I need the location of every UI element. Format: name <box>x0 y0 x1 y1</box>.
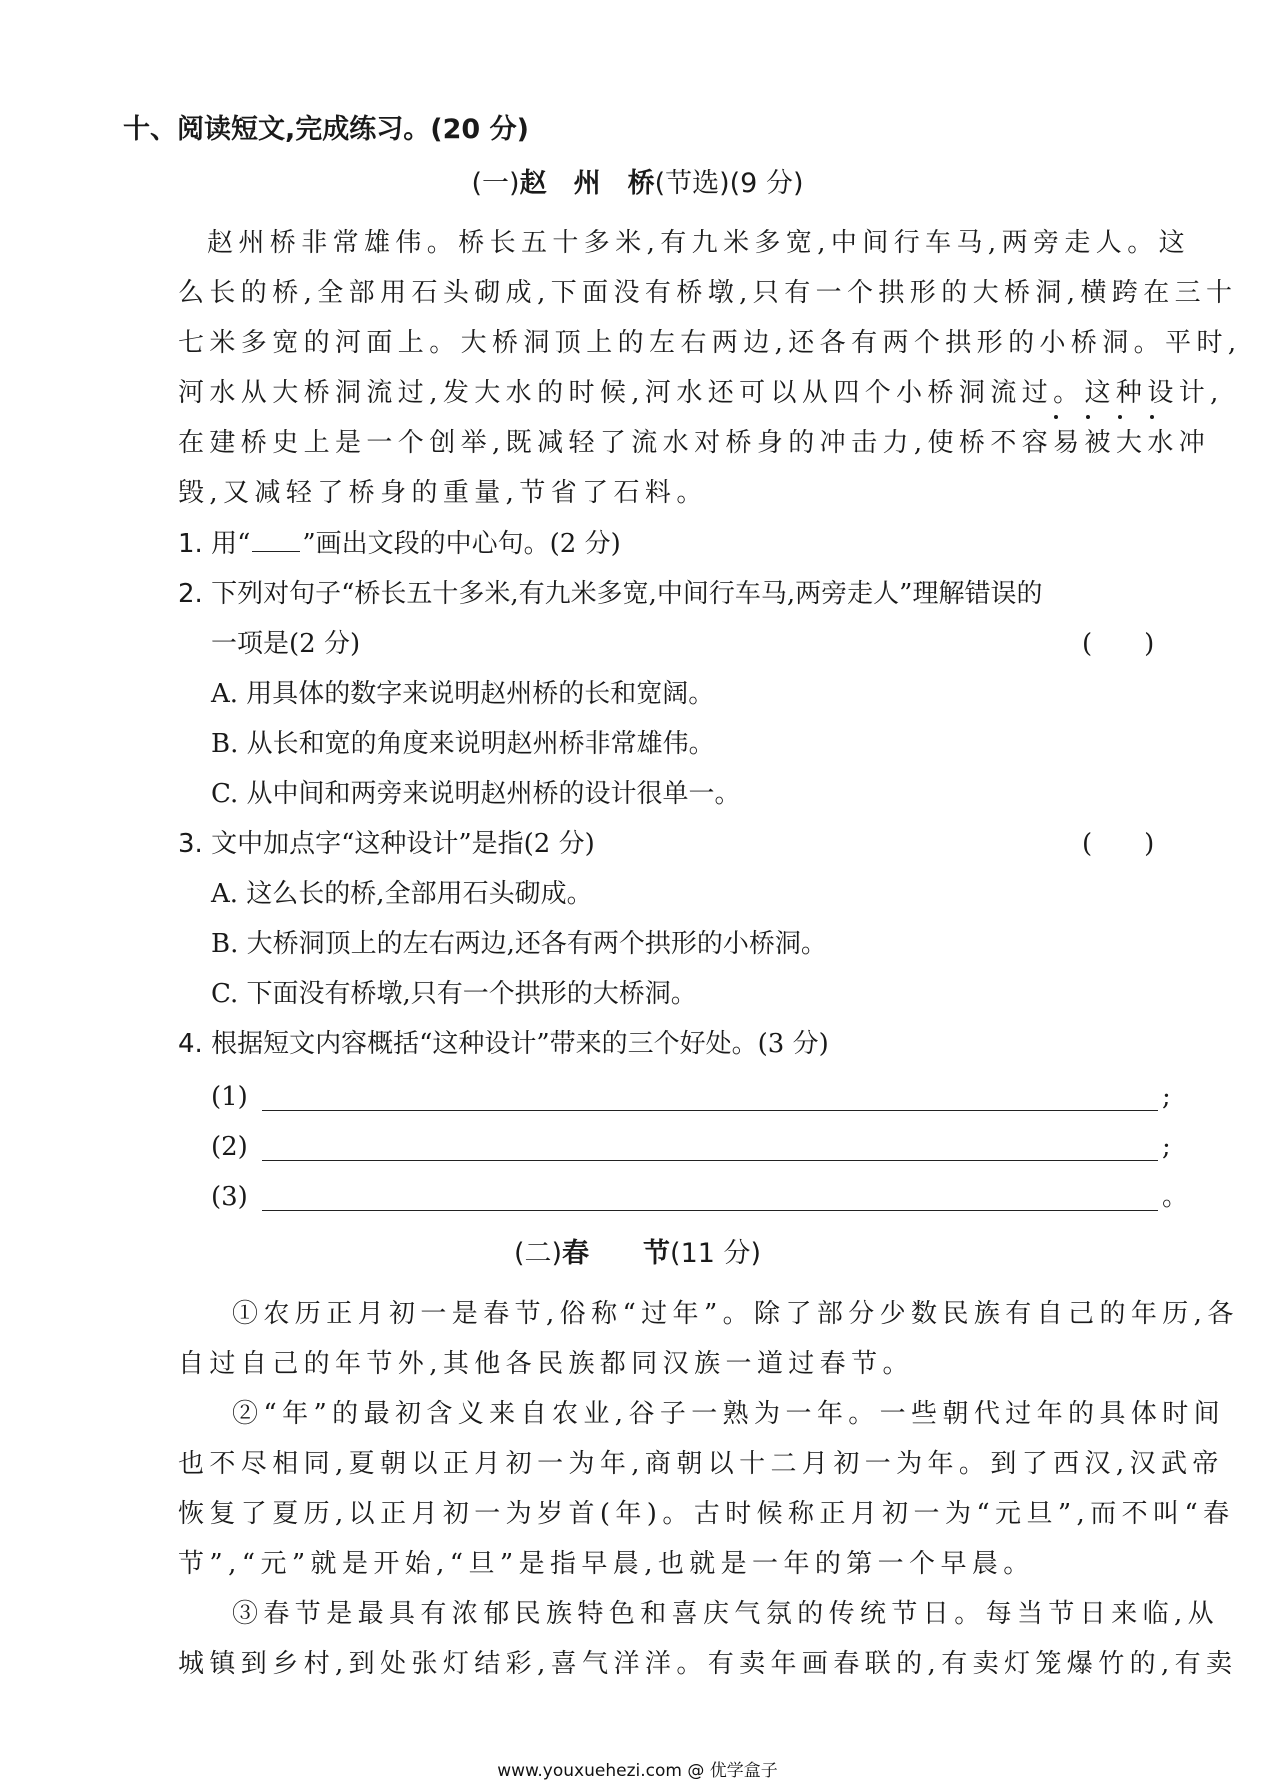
passage2-line: ②“年”的最初含义来自农业,谷子一熟为一年。一些朝代过年的具体时间 <box>232 1399 1226 1429</box>
passage2-line: 城镇到乡村,到处张灯结彩,喜气洋洋。有卖年画春联的,有卖灯笼爆竹的,有卖 <box>178 1649 1238 1679</box>
question-2 <box>178 577 1042 611</box>
option-c[interactable]: C. 下面没有桥墩,只有一个拱形的大桥洞。 <box>211 979 697 1009</box>
passage1-title-name: 赵 州 桥 <box>519 168 655 199</box>
answer-parentheses[interactable]: ( ) <box>1082 829 1155 859</box>
option-b[interactable]: B. 大桥洞顶上的左右两边,还各有两个拱形的小桥洞。 <box>211 929 827 959</box>
question-text: 根据短文内容概括“这种设计”带来的三个好处。(3 分) <box>211 1029 829 1059</box>
question-text: 用“ <box>211 529 251 559</box>
question-text: 文中加点字“这种设计”是指(2 分) <box>211 829 595 859</box>
emphasis-dot <box>1086 415 1090 419</box>
question-text: 下列对句子“桥长五十多米,有九米多宽,中间行车马,两旁走人”理解错误的 <box>211 579 1043 609</box>
question-number: 2. <box>178 579 203 609</box>
answer-label: (3) <box>211 1182 248 1212</box>
question-3 <box>178 827 595 861</box>
answer-label: (2) <box>211 1132 248 1162</box>
section-heading: 十、阅读短文,完成练习。(20 分) <box>123 114 529 145</box>
passage1-title <box>0 167 1275 201</box>
question-number: 3. <box>178 829 203 859</box>
passage2-line: 恢复了夏历,以正月初一为岁首(年)。古时候称正月初一为“元旦”,而不叫“春 <box>178 1499 1235 1529</box>
passage2-line: ③春节是最具有浓郁民族特色和喜庆气氛的传统节日。每当节日来临,从 <box>232 1599 1220 1629</box>
question-1 <box>178 527 621 561</box>
footer-watermark: www.youxuehezi.com @ 优学盒子 <box>497 1761 778 1781</box>
underline-blank <box>252 529 300 552</box>
passage1-line: 七米多宽的河面上。大桥洞顶上的左右两边,还各有两个拱形的小桥洞。平时, <box>178 328 1242 358</box>
passage2-title-name: 春 节 <box>562 1238 671 1269</box>
question-number: 4. <box>178 1029 203 1059</box>
question-4 <box>178 1027 829 1061</box>
option-b[interactable]: B. 从长和宽的角度来说明赵州桥非常雄伟。 <box>211 729 715 759</box>
answer-label: (1) <box>211 1082 248 1112</box>
question-2-cont: 一项是(2 分) <box>211 629 361 659</box>
answer-end-mark: 。 <box>1162 1182 1189 1212</box>
passage1-line: 在建桥史上是一个创举,既减轻了流水对桥身的冲击力,使桥不容易被大水冲 <box>178 428 1211 458</box>
answer-parentheses[interactable]: ( ) <box>1082 629 1155 659</box>
passage1-title-prefix: (一) <box>471 168 520 199</box>
passage1-line: 赵州桥非常雄伟。桥长五十多米,有九米多宽,中间行车马,两旁走人。这 <box>207 228 1190 258</box>
passage1-line: 河水从大桥洞流过,发大水的时候,河水还可以从四个小桥洞流过。这种设计, <box>178 378 1224 408</box>
emphasis-dot <box>1118 415 1122 419</box>
passage2-title-suffix: (11 分) <box>670 1238 762 1269</box>
passage2-title <box>0 1237 1275 1271</box>
passage2-line: 也不尽相同,夏朝以正月初一为年,商朝以十二月初一为年。到了西汉,汉武帝 <box>178 1449 1224 1479</box>
option-c[interactable]: C. 从中间和两旁来说明赵州桥的设计很单一。 <box>211 779 741 809</box>
question-text: ”画出文段的中心句。(2 分) <box>302 529 621 559</box>
passage2-line: 节”,“元”就是开始,“旦”是指早晨,也就是一年的第一个早晨。 <box>178 1549 1035 1579</box>
answer-end-mark: ; <box>1162 1132 1171 1162</box>
answer-line[interactable] <box>262 1210 1158 1211</box>
passage1-line: 么长的桥,全部用石头砌成,下面没有桥墩,只有一个拱形的大桥洞,横跨在三十 <box>178 278 1238 308</box>
passage1-title-suffix: (节选)(9 分) <box>654 168 804 199</box>
question-number: 1. <box>178 529 203 559</box>
option-a[interactable]: A. 用具体的数字来说明赵州桥的长和宽阔。 <box>211 679 715 709</box>
emphasis-dot <box>1150 415 1154 419</box>
answer-end-mark: ; <box>1162 1082 1171 1112</box>
option-a[interactable]: A. 这么长的桥,全部用石头砌成。 <box>211 879 593 909</box>
answer-line[interactable] <box>262 1110 1158 1111</box>
answer-line[interactable] <box>262 1160 1158 1161</box>
passage2-line: ①农历正月初一是春节,俗称“过年”。除了部分少数民族有自己的年历,各 <box>232 1299 1239 1329</box>
passage2-line: 自过自己的年节外,其他各民族都同汉族一道过春节。 <box>178 1349 914 1379</box>
emphasis-dot <box>1054 415 1058 419</box>
passage2-title-prefix: (二) <box>513 1238 563 1269</box>
passage1-line: 毁,又减轻了桥身的重量,节省了石料。 <box>178 478 708 508</box>
